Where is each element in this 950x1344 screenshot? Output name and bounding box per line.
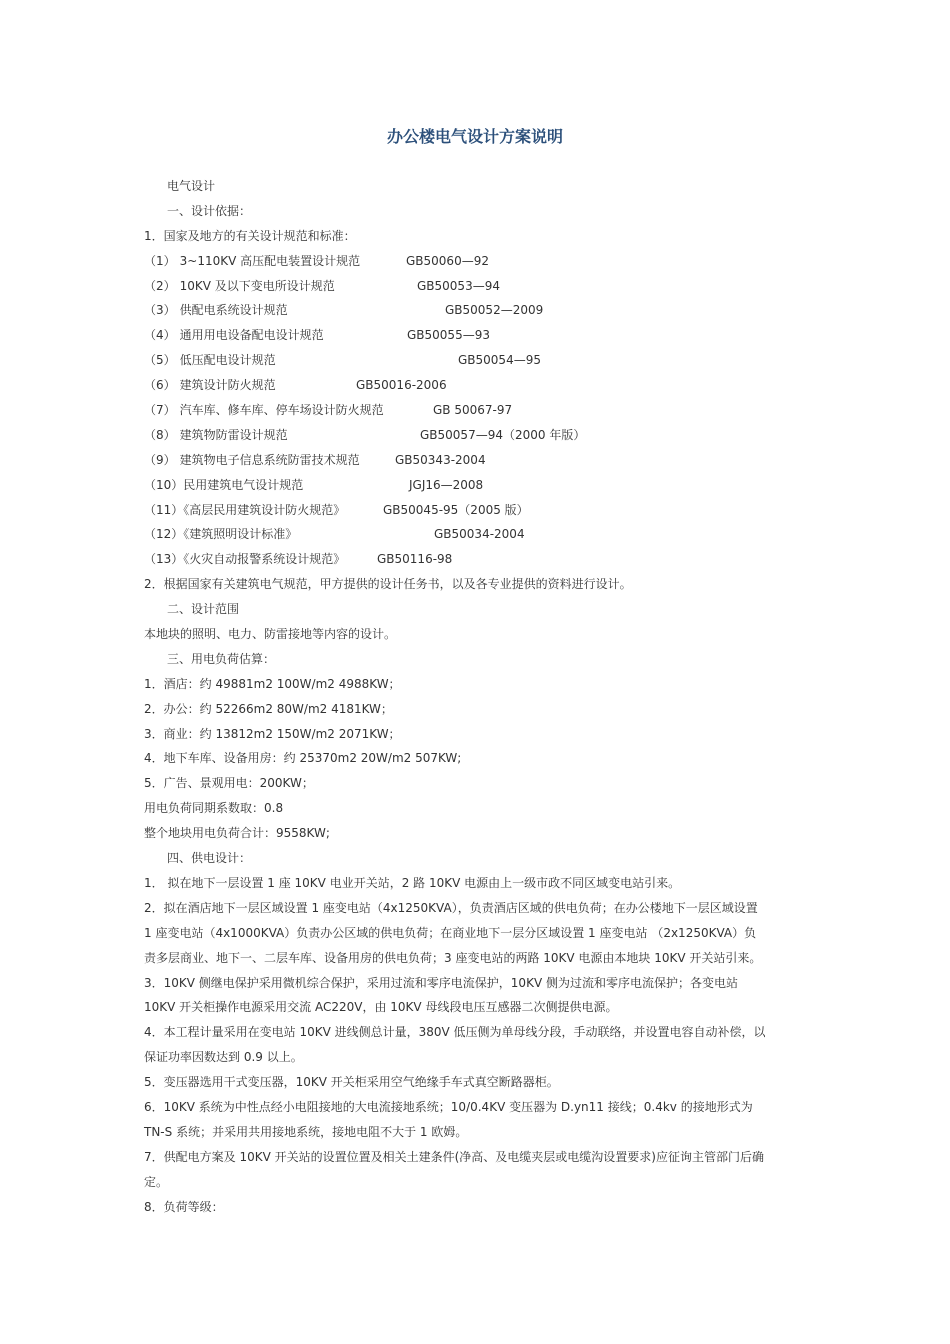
- section-heading-load: 三、用电负荷估算：: [167, 651, 276, 666]
- supply-item: [144, 1020, 806, 1070]
- standard-item: [144, 274, 806, 299]
- standard-name: 《火灾自动报警系统设计规范》: [183, 552, 346, 567]
- load-item: 5．广告、景观用电：200KW；: [144, 776, 314, 791]
- supply-item: [144, 1095, 806, 1145]
- standard-code: GB50016-2006: [356, 378, 447, 393]
- basis-item-1: 1．国家及地方的有关设计规范和标准：: [144, 228, 356, 243]
- supply-item-line: 定。: [144, 1174, 169, 1189]
- standard-name: 《高层民用建筑设计防火规范》: [183, 502, 346, 517]
- load-item: 2．办公：约 52266m2 80W/m2 4181KW；: [144, 701, 393, 716]
- standard-item: [144, 348, 806, 373]
- supply-item-line: 1． 拟在地下一层设置 1 座 10KV 电业开关站，2 路 10KV 电源由上一级市政不同区域变电站引来。: [144, 875, 681, 890]
- standard-code: GB50343-2004: [395, 452, 486, 467]
- section-heading-scope: 二、设计范围: [167, 602, 240, 617]
- load-total: 整个地块用电负荷合计：9558KW;: [144, 826, 330, 841]
- standard-name: 3~110KV 高压配电装置设计规范: [179, 253, 361, 268]
- standard-item: [144, 398, 806, 423]
- standard-number: （12）: [144, 527, 184, 542]
- supply-item: [144, 1145, 806, 1195]
- standard-code: GB50057—94（2000 年版）: [420, 427, 586, 442]
- standard-number: （11）: [144, 502, 184, 517]
- supply-item-line: TN-S 系统；并采用共用接地系统，接地电阻不大于 1 欧姆。: [144, 1124, 468, 1139]
- standard-number: （9）: [144, 452, 176, 467]
- supply-item: [144, 871, 806, 896]
- standard-item: [144, 473, 806, 498]
- standard-item: [144, 547, 806, 572]
- standard-name: 建筑物防雷设计规范: [179, 427, 288, 442]
- standard-name: 建筑物电子信息系统防雷技术规范: [179, 452, 360, 467]
- standard-code: GB50054—95: [458, 353, 541, 368]
- supply-item-line: 2．拟在酒店地下一层区域设置 1 座变电站（4x1250KVA），负责酒店区域的供电负荷；在办公楼地下一层区域设置: [144, 900, 758, 915]
- standard-code: JGJ16—2008: [409, 477, 484, 492]
- standard-item: [144, 323, 806, 348]
- section-heading-basis: 一、设计依据：: [167, 203, 252, 218]
- standard-number: （3）: [144, 303, 176, 318]
- standard-code: GB50045-95（2005 版）: [383, 502, 529, 517]
- standard-name: 通用用电设备配电设计规范: [179, 328, 324, 343]
- standard-item: [144, 373, 806, 398]
- supply-item-line: 10KV 开关柜操作电源采用交流 AC220V，由 10KV 母线段电压互感器二次侧提供电源。: [144, 1000, 618, 1015]
- standard-item: [144, 298, 806, 323]
- standard-code: GB50060—92: [406, 253, 489, 268]
- standard-item: [144, 249, 806, 274]
- standard-code: GB50053—94: [417, 278, 500, 293]
- standard-code: GB50034-2004: [434, 527, 525, 542]
- load-item: 1．酒店：约 49881m2 100W/m2 4988KW；: [144, 676, 401, 691]
- standard-item: [144, 498, 806, 523]
- supply-item: [144, 1195, 806, 1220]
- standard-code: GB 50067-97: [433, 403, 513, 418]
- standard-name: 10KV 及以下变电所设计规范: [179, 278, 335, 293]
- standard-number: （5）: [144, 353, 176, 368]
- standard-number: （6）: [144, 378, 176, 393]
- standard-name: 建筑设计防火规范: [179, 378, 276, 393]
- section-heading-electrical: 电气设计: [167, 179, 216, 193]
- document-title: 办公楼电气设计方案说明: [386, 127, 563, 146]
- standard-name: 民用建筑电气设计规范: [183, 477, 304, 492]
- standard-code: GB50055—93: [407, 328, 490, 343]
- supply-item: [144, 971, 806, 1021]
- loads-list: [144, 672, 806, 796]
- scope-text: 本地块的照明、电力、防雷接地等内容的设计。: [144, 627, 397, 642]
- standard-name: 供配电系统设计规范: [179, 303, 288, 318]
- standard-item: [144, 448, 806, 473]
- basis-item-2: 2．根据国家有关建筑电气规范，甲方提供的设计任务书，以及各专业提供的资料进行设计。: [144, 577, 632, 592]
- document-body: [144, 174, 806, 1219]
- supply-item-line: 4．本工程计量采用在变电站 10KV 进线侧总计量，380V 低压侧为单母线分段，手动联络，并设置电容自动补偿，以: [144, 1025, 766, 1040]
- load-item: 4．地下车库、设备用房：约 25370m2 20W/m2 507KW;: [144, 751, 462, 766]
- standard-number: （4）: [144, 328, 176, 343]
- supply-item-line: 3．10KV 侧继电保护采用微机综合保护，采用过流和零序电流保护，10KV 侧为过流和零序电流保护；各变电站: [144, 975, 738, 990]
- section-heading-supply: 四、供电设计：: [167, 851, 252, 866]
- supply-item-line: 1 座变电站（4x1000KVA）负责办公区域的供电负荷；在商业地下一层分区域设置 1 座变电站 （2x1250KVA）负: [144, 925, 757, 940]
- load-factor: 用电负荷同期系数取：0.8: [144, 801, 284, 816]
- supply-item-line: 8．负荷等级：: [144, 1199, 224, 1214]
- standard-code: GB50116-98: [377, 552, 453, 567]
- standard-name: 低压配电设计规范: [179, 353, 276, 368]
- standard-item: [144, 423, 806, 448]
- standard-number: （7）: [144, 403, 176, 418]
- standard-item: [144, 522, 806, 547]
- standard-number: （1）: [144, 253, 176, 268]
- standard-code: GB50052—2009: [445, 303, 544, 318]
- supply-item: [144, 1070, 806, 1095]
- supply-list: [144, 871, 806, 1219]
- supply-item-line: 7．供配电方案及 10KV 开关站的设置位置及相关土建条件(净高、及电缆夹层或电缆沟设置要求)应征询主管部门后确: [144, 1149, 764, 1164]
- standard-number: （8）: [144, 427, 176, 442]
- supply-item-line: 保证功率因数达到 0.9 以上。: [144, 1050, 303, 1065]
- supply-item-line: 责多层商业、地下一、二层车库、设备用房的供电负荷；3 座变电站的两路 10KV 电源由本地块 10KV 开关站引来。: [144, 950, 762, 965]
- standard-number: （10）: [144, 477, 184, 492]
- standard-name: 《建筑照明设计标准》: [183, 527, 298, 542]
- standard-name: 汽车库、修车库、停车场设计防火规范: [179, 403, 384, 418]
- supply-item: [144, 896, 806, 971]
- load-item: 3．商业：约 13812m2 150W/m2 2071KW；: [144, 726, 401, 741]
- standard-number: （2）: [144, 278, 176, 293]
- standards-list: [144, 249, 806, 573]
- supply-item-line: 6．10KV 系统为中性点经小电阻接地的大电流接地系统；10/0.4KV 变压器为 D.yn11 接线；0.4kv 的接地形式为: [144, 1099, 753, 1114]
- standard-number: （13）: [144, 552, 184, 567]
- supply-item-line: 5．变压器选用干式变压器，10KV 开关柜采用空气绝缘手车式真空断路器柜。: [144, 1075, 559, 1090]
